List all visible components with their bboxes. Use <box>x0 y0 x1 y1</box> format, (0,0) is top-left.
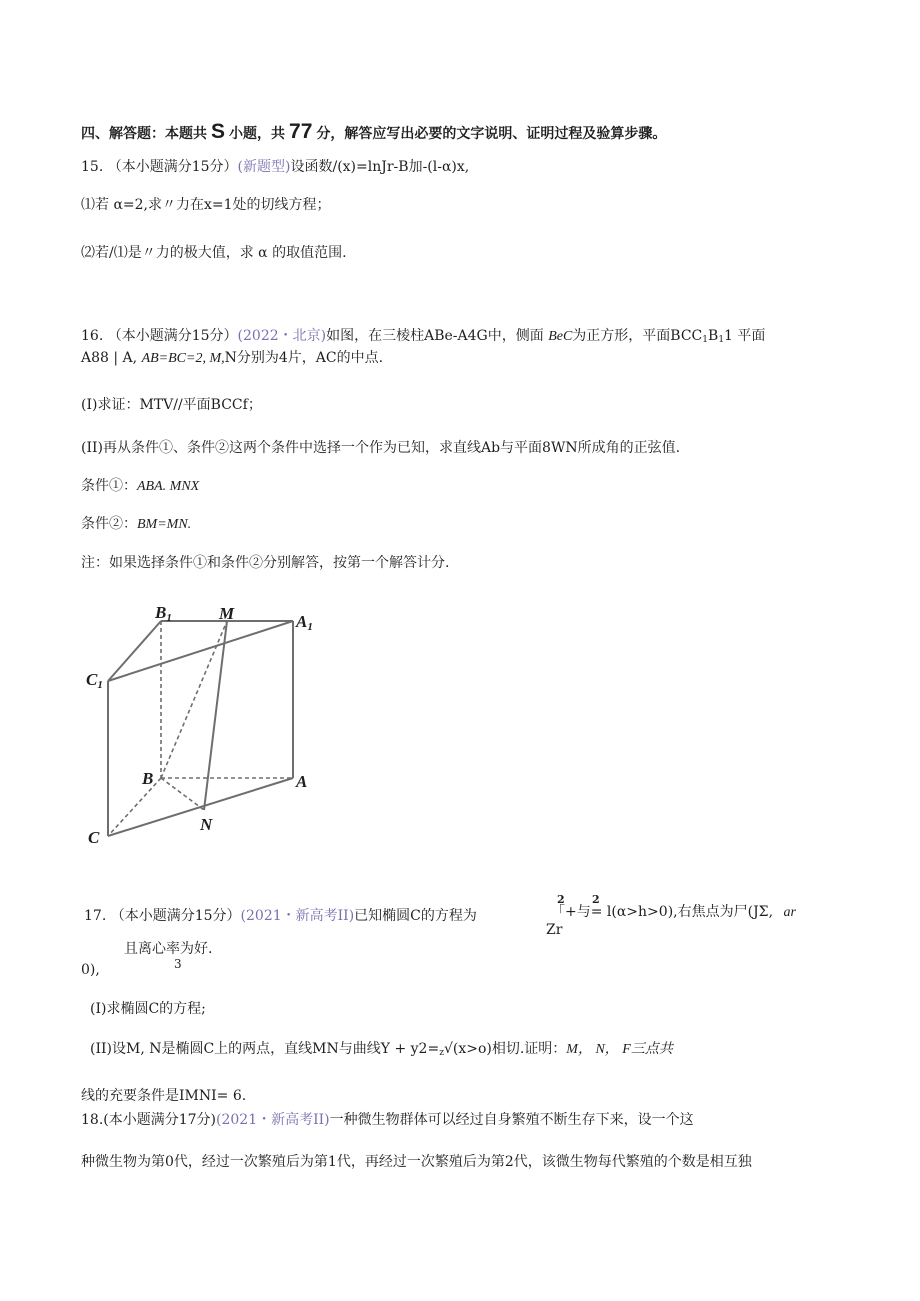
q16-cond2-value: BM=MN. <box>137 517 192 532</box>
q17-text: 已知椭圆C的方程为 <box>354 908 477 924</box>
heading-suffix: 分，解答应写出必要的文字说明、证明过程及验算步骤。 <box>316 126 667 142</box>
label-B1: B1 <box>155 603 172 624</box>
heading-question-count: S <box>211 120 226 143</box>
q17-source: (2021・新高考II) <box>240 908 355 924</box>
q16-note: 注：如果选择条件①和条件②分别解答，按第一个解答计分. <box>81 555 450 571</box>
label-B: B <box>142 769 154 788</box>
q17-number: 17. <box>84 908 107 924</box>
q16-cond1-value: ABA. MNX <box>137 479 200 494</box>
q17-sup1: 2 <box>557 893 565 906</box>
q18-meta: (本小题满分17分) <box>103 1112 217 1128</box>
q17-part2-d: M， N， F三点共 <box>566 1042 673 1057</box>
q18-number: 18. <box>81 1112 104 1128</box>
label-M: M <box>219 604 235 623</box>
q17-part2-b: z <box>439 1048 444 1058</box>
heading-prefix: 四、解答题：本题共 <box>81 126 207 142</box>
q16-text-f: 1 <box>718 335 725 345</box>
q15-text: 设函数/(x)=lnJr-B加-(l-α)x, <box>290 159 470 175</box>
label-C1: C1 <box>86 670 103 691</box>
prism-figure <box>80 598 330 858</box>
q15-part2: ⑵若/⑴是〃力的极大值，求 α 的取值范围. <box>81 245 347 261</box>
q17-stem <box>84 908 477 925</box>
label-C: C <box>88 828 100 847</box>
label-A: A <box>296 772 308 791</box>
edge-B-N <box>161 778 204 810</box>
q15-number: 15. <box>81 159 104 175</box>
q17-part2-line2: 线的充要条件是IMNI= 6. <box>81 1088 247 1104</box>
heading-total-points: 77 <box>289 120 313 143</box>
q16-stem-line2 <box>81 350 383 368</box>
q17-line2-a: 0), <box>81 962 100 978</box>
q17-line2-c: 3 <box>174 957 182 971</box>
q15-meta: （本小题满分15分） <box>107 159 238 175</box>
q16-source: (2022・北京) <box>237 328 327 344</box>
q16-part2: (II)再从条件①、条件②这两个条件中选择一个作为已知，求直线Ab与平面8WN所成角的正弦值. <box>81 440 681 456</box>
q16-number: 16. <box>81 328 104 344</box>
q16-text-c: 为正方形，平面BCC <box>572 328 703 344</box>
q18-stem <box>81 1112 694 1129</box>
q17-part2-c: √(x>o)相切.证明： <box>443 1041 567 1057</box>
q17-eq-denominator: Zr <box>546 922 563 938</box>
q15-part1: ⑴若 α=2,求〃力在x=1处的切线方程； <box>81 197 331 213</box>
q18-line2: 种微生物为第0代，经过一次繁殖后为第1代，再经过一次繁殖后为第2代，该微生物每代繁殖的个数是相互独 <box>81 1154 752 1170</box>
q17-eq-main: 「+与= l(α>h>0),右焦点为尸(JΣ, <box>551 904 774 920</box>
q16-condition2 <box>81 516 191 534</box>
q17-part1: (I)求椭圆C的方程; <box>90 1001 206 1017</box>
q16-line2-a: A88 | A, <box>81 350 138 366</box>
q17-equation <box>551 904 796 922</box>
q17-eq-tail: ar <box>783 905 796 920</box>
q15-source: (新题型) <box>237 159 291 175</box>
q16-text-g: 1 平面 <box>724 328 766 344</box>
q17-part2 <box>90 1041 673 1059</box>
section-heading <box>81 119 666 144</box>
q16-text-a: 如图，在三棱柱ABe-A4G中，侧面 <box>326 328 544 344</box>
q16-cond2-label: 条件②： <box>81 516 137 532</box>
q16-text-b: BeC <box>548 329 573 344</box>
q16-meta: （本小题满分15分） <box>107 328 238 344</box>
q17-line2-b: 且离心率为好. <box>124 941 213 957</box>
label-N: N <box>200 815 213 834</box>
q16-stem <box>81 328 765 346</box>
q16-text-e: B <box>708 328 719 344</box>
q17-part2-a: (II)设M, N是椭圆C上的两点，直线MN与曲线Y + y2= <box>90 1041 440 1057</box>
q15-stem <box>81 159 469 176</box>
q16-condition1 <box>81 478 199 496</box>
q16-line2-c: N分别为4片，AC的中点. <box>224 350 384 366</box>
q17-meta: （本小题满分15分） <box>110 908 241 924</box>
q16-cond1-label: 条件①： <box>81 478 137 494</box>
q16-part1: (I)求证：MTV//平面BCCf； <box>81 397 262 413</box>
q18-source: (2021・新高考II) <box>216 1112 330 1128</box>
heading-middle: 小题，共 <box>229 126 286 142</box>
q16-line2-b: AB=BC=2, M, <box>141 351 225 366</box>
q16-text-d: 1 <box>702 335 709 345</box>
label-A1: A1 <box>296 612 313 633</box>
q18-text: 一种微生物群体可以经过自身繁殖不断生存下来，设一个这 <box>329 1112 694 1128</box>
q17-sup2: 2 <box>592 893 600 906</box>
